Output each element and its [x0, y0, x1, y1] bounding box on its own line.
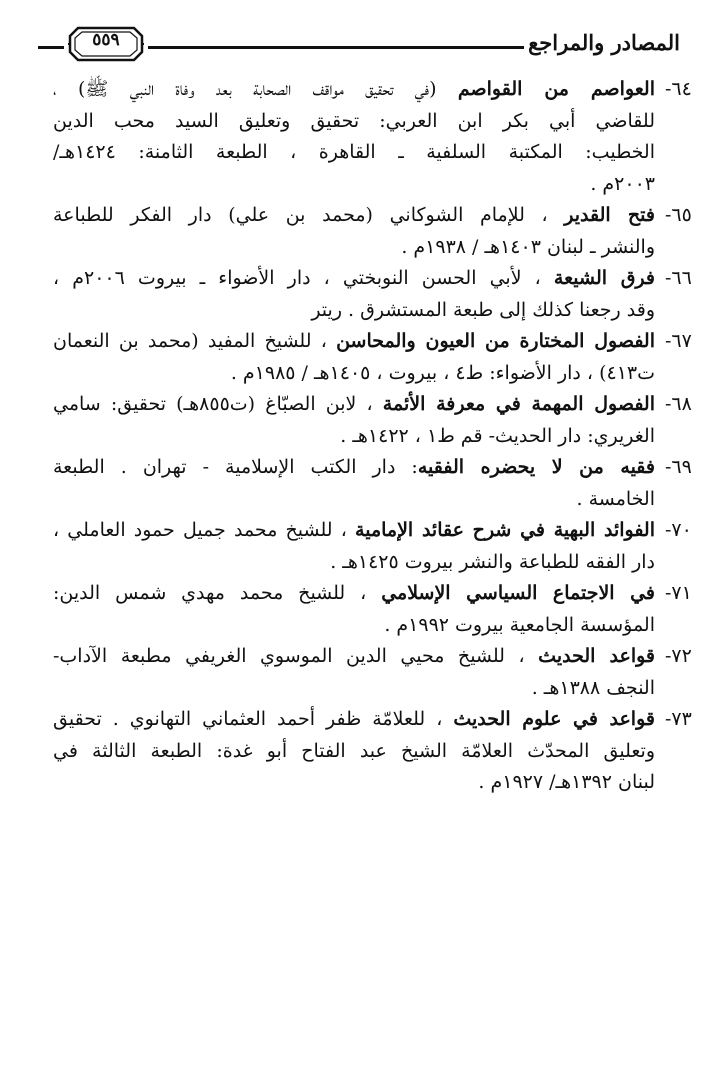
entry-line: وتعليق المحدّث العلامّة الشيخ عبد الفتاح أبو غدة: الطبعة الثالثة في	[53, 739, 655, 762]
entry-line: (في تحقيق مواقف الصحابة بعد وفاة النبي ﷺ) ،	[53, 78, 458, 100]
header-rule	[148, 46, 524, 49]
entry-line: ، للشيخ محمد مهدي شمس الدين:	[53, 582, 382, 604]
reference-entry	[53, 452, 692, 515]
entry-title: فرق الشيعة	[553, 267, 655, 289]
entry-line: والنشر ـ لبنان ١٤٠٣هـ / ١٩٣٨م .	[401, 235, 655, 258]
page-number: ٥٥٩	[92, 30, 120, 50]
entry-title: الفصول المهمة في معرفة الأئمة	[382, 393, 655, 415]
entry-line: ، لأبي الحسن النوبختي ، دار الأضواء ـ بيروت ٢٠٠٦م ،	[53, 267, 554, 289]
entry-line: وقد رجعنا كذلك إلى طبعة المستشرق . ريتر	[311, 298, 655, 321]
entry-number: ٦٤-	[665, 78, 692, 100]
entry-line: المؤسسة الجامعية بيروت ١٩٩٢م .	[384, 613, 655, 636]
entry-number: ٦٧-	[665, 330, 692, 352]
entry-number: ٧٠-	[665, 519, 692, 541]
header-rule-end	[38, 46, 64, 49]
running-title: المصادر والمراجع	[528, 30, 680, 55]
entry-line: الخامسة .	[576, 487, 655, 510]
page-header	[32, 22, 684, 66]
entry-number: ٧١-	[665, 582, 692, 604]
entry-title: فتح القدير	[564, 204, 656, 226]
entry-title: في الاجتماع السياسي الإسلامي	[381, 582, 655, 604]
entry-title: الفوائد البهية في شرح عقائد الإمامية	[355, 519, 656, 541]
entry-number: ٦٦-	[665, 267, 692, 289]
reference-entry	[53, 515, 692, 578]
reference-entry	[53, 641, 692, 704]
entry-line: الخطيب: المكتبة السلفية ـ القاهرة ، الطبعة الثامنة: ١٤٢٤هـ/	[53, 141, 655, 163]
entry-line: لبنان ١٣٩٢هـ/ ١٩٢٧م .	[478, 771, 655, 793]
entry-line: ت٤١٣) ، دار الأضواء: ط٤ ، بيروت ، ١٤٠٥هـ / ١٩٨٥م .	[230, 361, 655, 384]
entry-title: فقيه من لا يحضره الفقيه	[417, 456, 655, 478]
entry-number: ٧٣-	[665, 708, 692, 730]
entry-title: الفصول المختارة من العيون والمحاسن	[336, 330, 655, 352]
entry-title: قواعد الحديث	[538, 645, 655, 667]
entry-number: ٧٢-	[665, 645, 692, 667]
entry-line: النجف ١٣٨٨هـ .	[531, 676, 655, 699]
entry-title: قواعد في علوم الحديث	[453, 708, 655, 730]
entry-number: ٦٥-	[665, 204, 692, 226]
reference-entry	[53, 326, 692, 389]
reference-entry	[53, 200, 692, 263]
reference-entry	[53, 578, 692, 641]
reference-entry	[53, 263, 692, 326]
entry-number: ٦٨-	[665, 393, 692, 415]
entry-line: ، للعلامّة ظفر أحمد العثماني التهانوي . تحقيق	[53, 708, 454, 730]
entry-line: دار الفقه للطباعة والنشر بيروت ١٤٢٥هـ .	[330, 550, 655, 573]
entry-number: ٦٩-	[665, 456, 692, 478]
entry-line: ، لابن الصبّاغ (ت٨٥٥هـ) تحقيق: سامي	[53, 393, 383, 415]
reference-entry	[53, 704, 692, 799]
entry-line: للقاضي أبي بكر ابن العربي: تحقيق وتعليق السيد محب الدين	[53, 109, 655, 132]
entry-line: ، للشيخ محيي الدين الموسوي الغريفي مطبعة الآداب-	[53, 645, 539, 667]
entry-title: العواصم من القواصم	[457, 78, 656, 100]
reference-entry	[53, 389, 692, 452]
references-list	[53, 74, 692, 799]
entry-line: الغريري: دار الحديث- قم ط١ ، ١٤٢٢هـ .	[340, 424, 655, 447]
entry-line: ، للإمام الشوكاني (محمد بن علي) دار الفكر للطباعة	[53, 204, 565, 226]
entry-line: ، للشيخ محمد جميل حمود العاملي ،	[53, 519, 356, 541]
entry-line: : دار الكتب الإسلامية - تهران . الطبعة	[53, 456, 418, 478]
reference-entry	[53, 74, 692, 200]
entry-line: ٢٠٠٣م .	[590, 172, 655, 195]
entry-line: ، للشيخ المفيد (محمد بن النعمان	[53, 330, 337, 352]
